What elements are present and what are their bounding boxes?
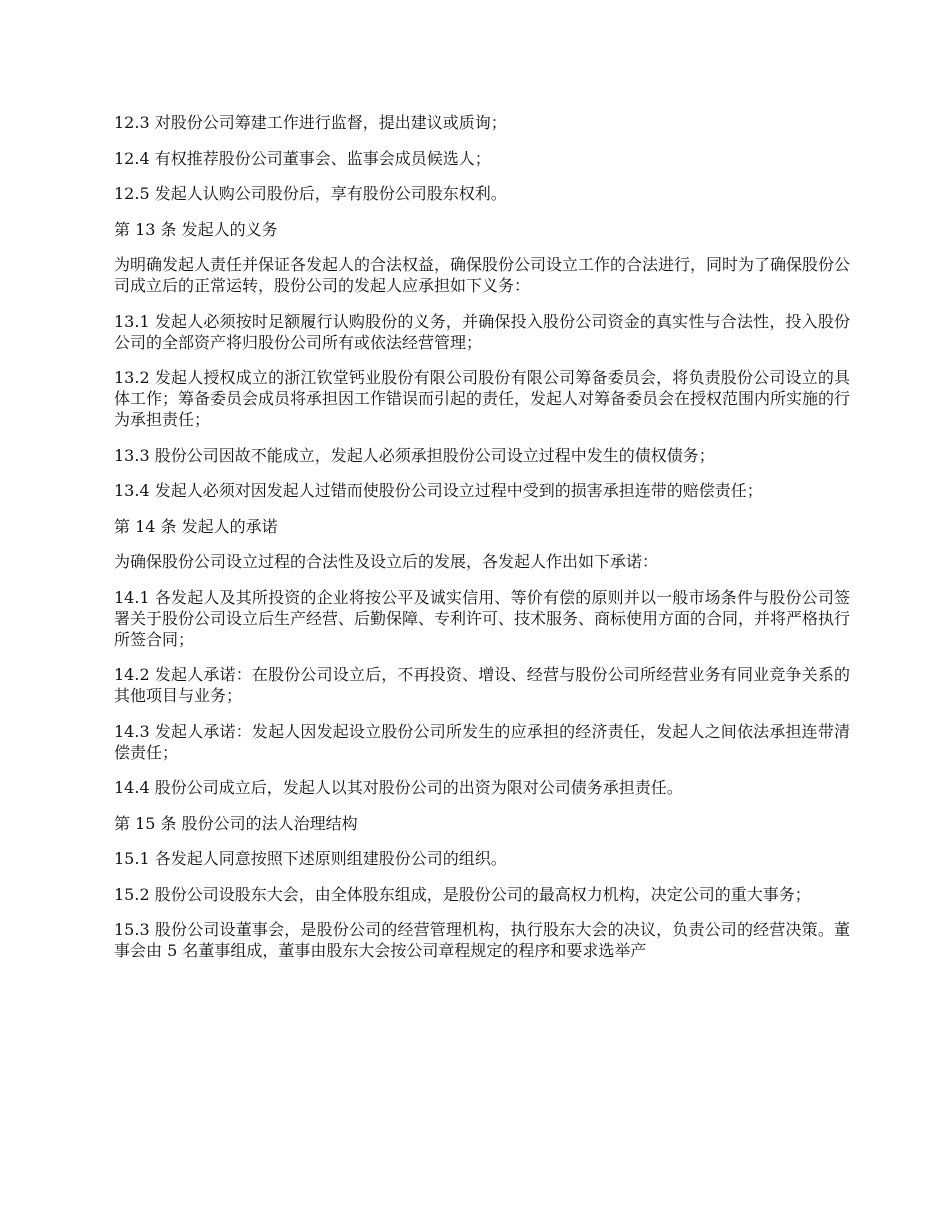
clause-14-2: 14.2 发起人承诺：在股份公司设立后，不再投资、增设、经营与股份公司所经营业务有同业竞争关系的其他项目与业务； <box>114 665 850 705</box>
clause-13-3: 13.3 股份公司因故不能成立，发起人必须承担股份公司设立过程中发生的债权债务； <box>114 445 715 465</box>
clause-15-2: 15.2 股份公司设股东大会，由全体股东组成，是股份公司的最高权力机构，决定公司的重大事务； <box>114 884 811 904</box>
clause-13-4: 13.4 发起人必须对因发起人过错而使股份公司设立过程中受到的损害承担连带的赔偿责任； <box>114 481 763 500</box>
article-15-heading: 第 15 条 股份公司的法人治理结构 <box>114 813 358 833</box>
article-13-intro: 为明确发起人责任并保证各发起人的合法权益，确保股份公司设立工作的合法进行，同时为了确保股份公司成立后的正常运转，股份公司的发起人应承担如下义务： <box>114 255 851 295</box>
clause-12-5: 12.5 发起人认购公司股份后，享有股份公司股东权利。 <box>114 184 507 203</box>
clause-14-4: 14.4 股份公司成立后，发起人以其对股份公司的出资为限对公司债务承担责任。 <box>114 778 683 797</box>
clause-15-1: 15.1 各发起人同意按照下述原则组建股份公司的组织。 <box>114 849 507 868</box>
article-14-intro: 为确保股份公司设立过程的合法性及设立后的发展，各发起人作出如下承诺： <box>114 552 659 571</box>
clause-14-3: 14.3 发起人承诺：发起人因发起设立股份公司所发生的应承担的经济责任，发起人之间依法承担连带清偿责任； <box>114 721 850 762</box>
document-page <box>114 112 850 976</box>
clause-12-4: 12.4 有权推荐股份公司董事会、监事会成员候选人； <box>114 148 491 168</box>
clause-15-3: 15.3 股份公司设董事会，是股份公司的经营管理机构，执行股东大会的决议，负责公司的经营决策。董事会由 5 名董事组成，董事由股东大会按公司章程规定的程序和要求选举产 <box>114 920 850 960</box>
clause-12-3: 12.3 对股份公司筹建工作进行监督，提出建议或质询； <box>114 113 507 132</box>
article-13-heading: 第 13 条 发起人的义务 <box>114 219 278 239</box>
clause-14-1: 14.1 各发起人及其所投资的企业将按公平及诚实信用、等价有偿的原则并以一般市场条件与股份公司签署关于股份公司设立后生产经营、后勤保障、专利许可、技术服务、商标使用方面的合同，并将严格执行所签合同； <box>114 587 851 649</box>
clause-13-1: 13.1 发起人必须按时足额履行认购股份的义务，并确保投入股份公司资金的真实性与合法性，投入股份公司的全部资产将归股份公司所有或依法经营管理； <box>114 311 850 352</box>
article-14-heading: 第 14 条 发起人的承诺 <box>114 516 278 536</box>
clause-13-2: 13.2 发起人授权成立的浙江钦堂钙业股份有限公司股份有限公司筹备委员会，将负责股份公司设立的具体工作；筹备委员会成员将承担因工作错误而引起的责任，发起人对筹备委员会在授权范围内所实施的行为承担责任； <box>114 368 851 429</box>
